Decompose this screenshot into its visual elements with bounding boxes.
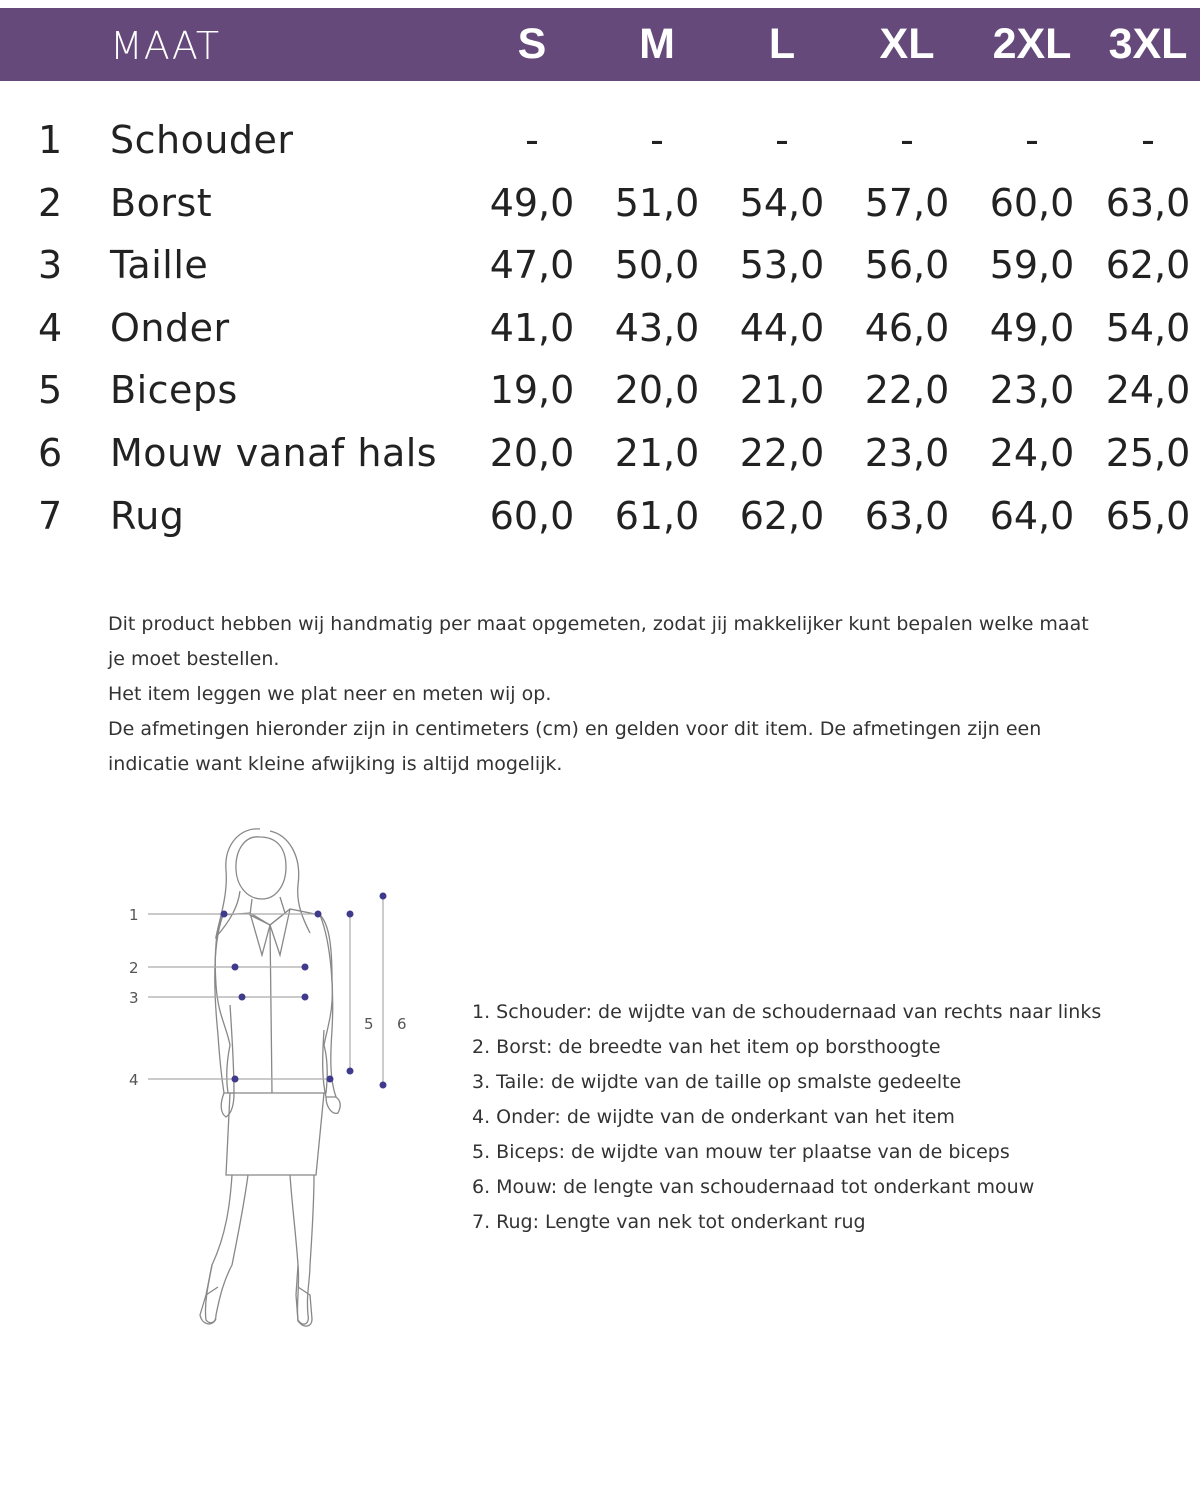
table-cell: 22,0 [864, 368, 950, 412]
table-cell: 60,0 [489, 494, 575, 538]
table-cell: 41,0 [489, 306, 575, 350]
table-cell: 24,0 [989, 431, 1075, 475]
figure-label-4: 4 [129, 1071, 139, 1089]
size-header-m: M [639, 20, 675, 68]
figure-left-arm [215, 915, 234, 1093]
dot-shoulder-left [221, 911, 228, 918]
figure-label-5: 5 [364, 1015, 374, 1033]
size-header-xl: XL [879, 20, 935, 68]
table-cell: - [900, 118, 914, 162]
table-cell: 22,0 [739, 431, 825, 475]
table-cell: 60,0 [989, 181, 1075, 225]
figure-label-1: 1 [129, 906, 139, 924]
table-cell: 62,0 [739, 494, 825, 538]
table-cell: 51,0 [614, 181, 700, 225]
table-cell: 49,0 [989, 306, 1075, 350]
dot-chest-left [232, 964, 239, 971]
legend-item: 1. Schouder: de wijdte van de schoudernaad van rechts naar links [472, 1001, 1102, 1023]
dot-sleeve-bottom [347, 1068, 354, 1075]
table-cell: 20,0 [489, 431, 575, 475]
figure-label-2: 2 [129, 959, 139, 977]
table-cell: - [525, 118, 539, 162]
figure-label-6: 6 [397, 1015, 407, 1033]
row-number: 7 [38, 494, 63, 538]
figure-label-3: 3 [129, 989, 139, 1007]
legend-item: 6. Mouw: de lengte van schoudernaad tot onderkant mouw [472, 1176, 1035, 1198]
row-label: Borst [110, 181, 213, 225]
table-cell: 62,0 [1105, 243, 1191, 287]
row-label: Onder [110, 306, 230, 350]
table-cell: 47,0 [489, 243, 575, 287]
table-cell: 23,0 [989, 368, 1075, 412]
table-cell: 50,0 [614, 243, 700, 287]
legend-item: 7. Rug: Lengte van nek tot onderkant rug [472, 1211, 866, 1233]
table-cell: 46,0 [864, 306, 950, 350]
row-number: 1 [38, 118, 63, 162]
dot-back-bottom [380, 1082, 387, 1089]
table-cell: - [775, 118, 789, 162]
legend-item: 3. Taile: de wijdte van de taille op smalste gedeelte [472, 1071, 962, 1093]
table-row [0, 243, 1200, 303]
table-cell: 59,0 [989, 243, 1075, 287]
table-row [0, 181, 1200, 241]
size-header-label: MAAT [110, 24, 221, 68]
intro-line-3: De afmetingen hieronder zijn in centimeters (cm) en gelden voor dit item. De afmetingen zijn een indicatie want kleine afwijking is altijd mogelijk. [108, 718, 1042, 775]
dot-shoulder-right [315, 911, 322, 918]
row-label: Schouder [110, 118, 294, 162]
table-cell: 63,0 [864, 494, 950, 538]
table-cell: 63,0 [1105, 181, 1191, 225]
legend-item: 5. Biceps: de wijdte van mouw ter plaatse van de biceps [472, 1141, 1010, 1163]
table-cell: 23,0 [864, 431, 950, 475]
row-number: 3 [38, 243, 63, 287]
size-header-l: L [768, 20, 796, 68]
row-label: Mouw vanaf hals [110, 431, 438, 475]
size-header-s: S [517, 20, 547, 68]
size-header-3xl: 3XL [1108, 20, 1188, 68]
table-cell: 54,0 [1105, 306, 1191, 350]
figure-right-hand [326, 1097, 340, 1113]
dot-bottom-right [327, 1076, 334, 1083]
dot-sleeve-top [347, 911, 354, 918]
legend-item: 4. Onder: de wijdte van de onderkant van het item [472, 1106, 955, 1128]
row-label: Biceps [110, 368, 238, 412]
table-cell: - [1141, 118, 1155, 162]
figure-neck-outline [250, 897, 285, 925]
measurement-figure [120, 825, 420, 1335]
figure-right-arm [320, 915, 336, 1097]
dot-back-top [380, 893, 387, 900]
row-number: 2 [38, 181, 63, 225]
row-number: 5 [38, 368, 63, 412]
size-header-2xl: 2XL [992, 20, 1072, 68]
size-header-bar [0, 8, 1200, 81]
table-cell: 56,0 [864, 243, 950, 287]
table-cell: 49,0 [489, 181, 575, 225]
figure-left-leg [205, 1175, 248, 1323]
table-row [0, 431, 1200, 491]
row-label: Rug [110, 494, 185, 538]
figure-left-shoe [200, 1265, 218, 1324]
table-cell: - [1025, 118, 1039, 162]
table-cell: 21,0 [614, 431, 700, 475]
table-cell: 61,0 [614, 494, 700, 538]
table-cell: 24,0 [1105, 368, 1191, 412]
dot-waist-left [239, 994, 246, 1001]
table-row [0, 306, 1200, 366]
figure-left-hand [221, 1093, 234, 1117]
dot-bottom-left [232, 1076, 239, 1083]
dot-waist-right [302, 994, 309, 1001]
intro-line-1: Dit product hebben wij handmatig per maat opgemeten, zodat jij makkelijker kunt bepalen welke maat je moet bestellen. [108, 613, 1089, 670]
legend-item: 2. Borst: de breedte van het item op borsthoogte [472, 1036, 941, 1058]
table-cell: 19,0 [489, 368, 575, 412]
table-cell: - [650, 118, 664, 162]
row-number: 4 [38, 306, 63, 350]
row-number: 6 [38, 431, 63, 475]
table-cell: 54,0 [739, 181, 825, 225]
table-row [0, 118, 1200, 178]
table-cell: 44,0 [739, 306, 825, 350]
table-cell: 57,0 [864, 181, 950, 225]
figure-skirt [226, 1093, 324, 1175]
table-cell: 64,0 [989, 494, 1075, 538]
measurement-legend [472, 995, 1101, 1240]
table-row [0, 494, 1200, 554]
table-row [0, 368, 1200, 428]
table-cell: 43,0 [614, 306, 700, 350]
table-cell: 65,0 [1105, 494, 1191, 538]
figure-placket [270, 925, 272, 1093]
figure-head-outline [236, 837, 286, 899]
table-cell: 21,0 [739, 368, 825, 412]
intro-line-2: Het item leggen we plat neer en meten wij op. [108, 683, 552, 705]
table-cell: 20,0 [614, 368, 700, 412]
dot-chest-right [302, 964, 309, 971]
table-cell: 25,0 [1105, 431, 1191, 475]
table-cell: 53,0 [739, 243, 825, 287]
row-label: Taille [110, 243, 209, 287]
intro-text [108, 607, 1098, 782]
